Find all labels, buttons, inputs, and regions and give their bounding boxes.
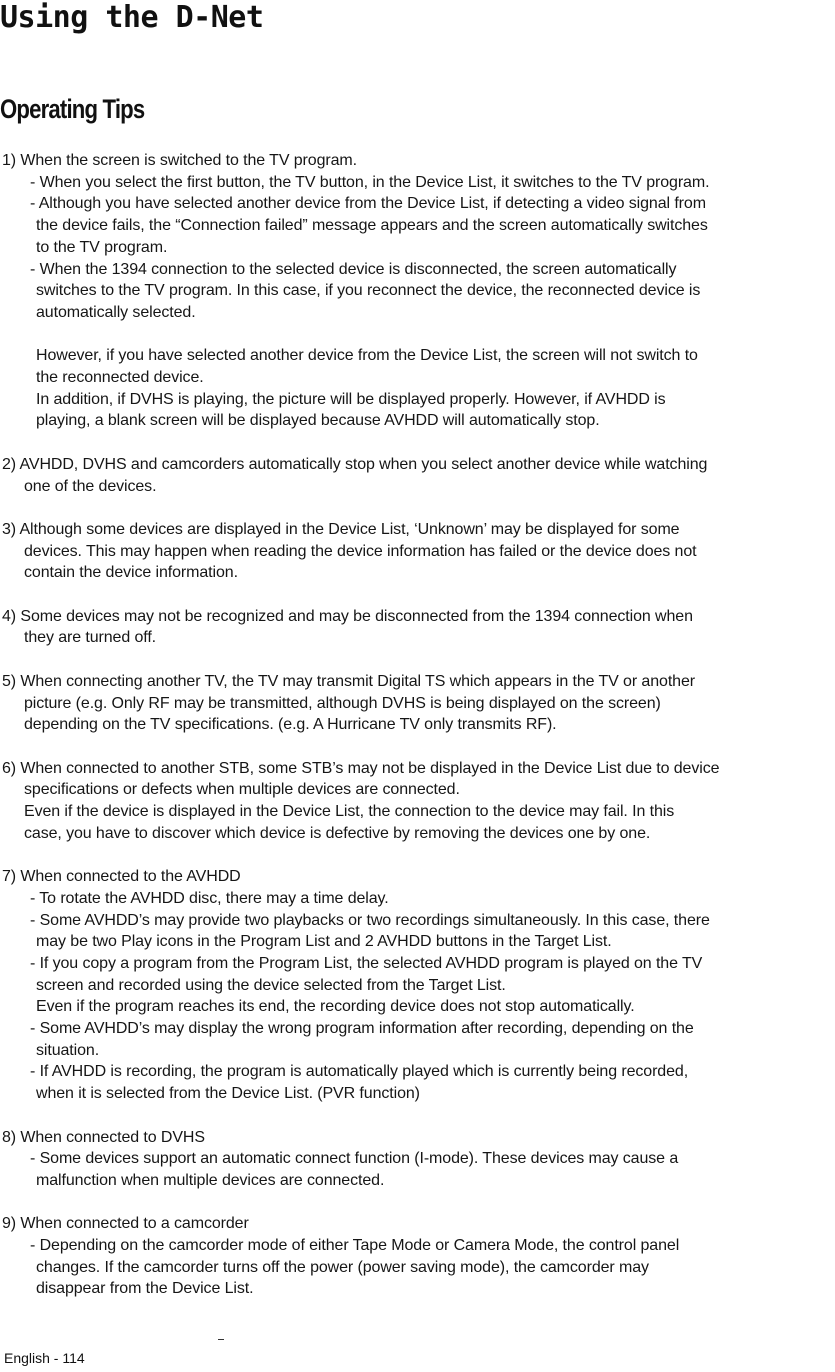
text-line: automatically selected. [36, 303, 196, 321]
text-line: to the TV program. [36, 238, 168, 256]
text-line: 7) When connected to the AVHDD [2, 868, 241, 886]
text-line: depending on the TV specifications. (e.g. A Hurricane TV only transmits RF). [24, 716, 557, 734]
text-line: 4) Some devices may not be recognized and may be disconnected from the 1394 connection when [2, 607, 693, 625]
text-line: - Some AVHDD’s may provide two playbacks or two recordings simultaneously. In this case, there [30, 911, 710, 929]
text-line: malfunction when multiple devices are connected. [36, 1171, 385, 1189]
text-line: 2) AVHDD, DVHS and camcorders automatically stop when you select another device while watching [2, 455, 708, 473]
text-line: the device fails, the “Connection failed” message appears and the screen automatically switches [36, 217, 708, 235]
text-line: - Although you have selected another device from the Device List, if detecting a video signal from [30, 195, 706, 213]
text-line: 3) Although some devices are displayed in the Device List, ‘Unknown’ may be displayed for some [2, 520, 680, 538]
page-footer: English - 114 [4, 1350, 85, 1366]
text-line: specifications or defects when multiple devices are connected. [24, 781, 460, 799]
text-line: 8) When connected to DVHS [2, 1128, 205, 1146]
text-line: may be two Play icons in the Program List and 2 AVHDD buttons in the Target List. [36, 933, 612, 951]
text-line: changes. If the camcorder turns off the power (power saving mode), the camcorder may [36, 1258, 649, 1276]
text-line: contain the device information. [24, 564, 238, 582]
text-line: disappear from the Device List. [36, 1280, 254, 1298]
text-line: However, if you have selected another device from the Device List, the screen will not switch to [36, 347, 698, 365]
text-line: - Depending on the camcorder mode of either Tape Mode or Camera Mode, the control panel [30, 1237, 680, 1254]
text-line: they are turned off. [24, 629, 157, 647]
text-line: In addition, if DVHS is playing, the picture will be displayed properly. However, if AVHDD is [36, 390, 666, 408]
text-line: 6) When connected to another STB, some STB’s may not be displayed in the Device List due to device [2, 759, 720, 777]
divider [218, 1339, 224, 1340]
text-line: screen and recorded using the device selected from the Target List. [36, 976, 506, 994]
text-line: - If you copy a program from the Program List, the selected AVHDD program is played on the TV [30, 954, 703, 972]
text-line: Even if the device is displayed in the Device List, the connection to the device may fail. In this [24, 803, 675, 820]
text-line: case, you have to discover which device is defective by removing the devices one by one. [24, 824, 651, 842]
section-heading: Operating Tips [0, 94, 145, 124]
page-title: Using the D-Net [0, 0, 264, 35]
text-line: one of the devices. [24, 477, 157, 495]
text-line: switches to the TV program. In this case, if you reconnect the device, the reconnected device is [36, 282, 701, 300]
text-line: - If AVHDD is recording, the program is automatically played which is currently being recorded, [30, 1063, 689, 1081]
text-line: 1) When the screen is switched to the TV program. [2, 152, 357, 169]
text-line: Even if the program reaches its end, the recording device does not stop automatically. [36, 998, 635, 1016]
text-line: playing, a blank screen will be displayed because AVHDD will automatically stop. [36, 412, 600, 430]
text-line: - When the 1394 connection to the selected device is disconnected, the screen automatically [30, 260, 677, 278]
text-line: when it is selected from the Device List. (PVR function) [36, 1085, 420, 1103]
text-line: devices. This may happen when reading the device information has failed or the device does not [24, 542, 697, 560]
text-line: the reconnected device. [36, 369, 204, 386]
text-line: picture (e.g. Only RF may be transmitted, although DVHS is being displayed on the screen) [24, 694, 661, 712]
text-line: - To rotate the AVHDD disc, there may a time delay. [30, 889, 389, 907]
text-line: situation. [36, 1041, 100, 1059]
text-line: - When you select the first button, the TV button, in the Device List, it switches to the TV program. [30, 173, 710, 191]
text-line: 5) When connecting another TV, the TV may transmit Digital TS which appears in the TV or another [2, 672, 695, 690]
text-line: - Some AVHDD’s may display the wrong program information after recording, depending on the [30, 1020, 694, 1037]
text-line: - Some devices support an automatic connect function (I-mode). These devices may cause a [30, 1150, 679, 1168]
text-line: 9) When connected to a camcorder [2, 1215, 249, 1233]
